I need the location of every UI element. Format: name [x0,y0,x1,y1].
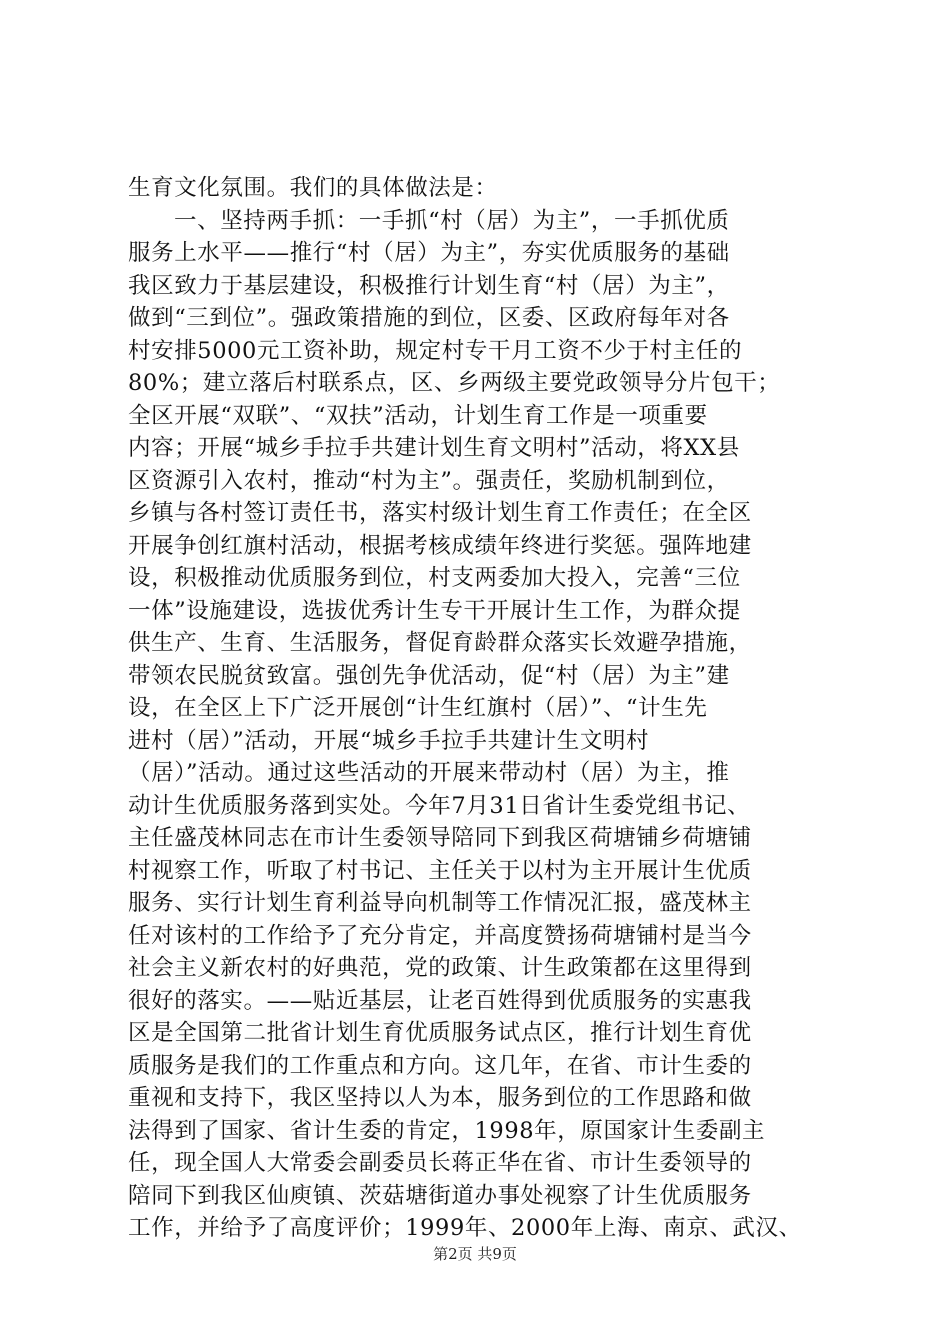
text-line: 区资源引入农村，推动“村为主”。强责任，奖励机制到位， [128,467,730,494]
text-line: 任对该村的工作给予了充分肯定，并高度赞扬荷塘铺村是当今 [128,922,752,949]
text-line: 生育文化氛围。我们的具体做法是： [128,175,498,201]
text-line: 任，现全国人大常委会副委员长蒋正华在省、市计生委领导的 [128,1150,752,1176]
text-line: 区是全国第二批省计划生育优质服务试点区，推行计划生育优 [128,1020,752,1046]
text-line: 村视察工作，听取了村书记、主任关于以村为主开展计生优质 [128,857,752,884]
text-line: 陪同下到我区仙庾镇、茨菇塘街道办事处视察了计生优质服务 [128,1182,752,1209]
text-line: 动计生优质服务落到实处。今年7月31日省计生委党组书记、 [128,792,751,819]
text-line: 社会主义新农村的好典范，党的政策、计生政策都在这里得到 [128,955,752,981]
page-number-footer: 第2页 共9页 [433,1245,517,1263]
text-line: 重视和支持下，我区坚持以人为本，服务到位的工作思路和做 [128,1085,752,1111]
text-line: 供生产、生育、生活服务，督促育龄群众落实长效避孕措施， [128,630,752,656]
text-line: 开展争创红旗村活动，根据考核成绩年终进行奖惩。强阵地建 [128,532,752,559]
text-line: 主任盛茂林同志在市计生委领导陪同下到我区荷塘铺乡荷塘铺 [128,825,752,851]
text-line: 乡镇与各村签订责任书，落实村级计划生育工作责任；在全区 [128,500,752,526]
text-line: 服务上水平——推行“村（居）为主”，夯实优质服务的基础 [128,240,730,266]
text-line: 工作，并给予了高度评价；1999年、2000年上海、南京、武汉、 [128,1215,802,1241]
text-line: 设，在全区上下广泛开展创“计生红旗村（居）”、“计生先 [128,695,708,721]
text-line: 带领农民脱贫致富。强创先争优活动，促“村（居）为主”建 [128,662,730,689]
text-line: 全区开展“双联”、“双扶”活动，计划生育工作是一项重要 [128,402,708,429]
text-line: 村安排5000元工资补助，规定村专干月工资不少于村主任的 [128,337,743,364]
text-line: 法得到了国家、省计生委的肯定，1998年，原国家计生委副主 [128,1117,766,1144]
text-line: 做到“三到位”。强政策措施的到位，区委、区政府每年对各 [128,305,730,331]
text-line: 进村（居）”活动，开展“城乡手拉手共建计生文明村 [128,727,650,754]
text-line: 一体”设施建设，选拔优秀计生专干开展计生工作，为群众提 [128,597,741,624]
text-line: 80%；建立落后村联系点，区、乡两级主要党政领导分片包干； [128,370,781,396]
text-line: 我区致力于基层建设，积极推行计划生育“村（居）为主”， [128,272,730,299]
text-line: 设，积极推动优质服务到位，村支两委加大投入，完善“三位 [128,565,741,591]
text-line: 一、坚持两手抓：一手抓“村（居）为主”，一手抓优质 [174,207,730,234]
text-line: （居）”活动。通过这些活动的开展来带动村（居）为主，推 [128,760,730,786]
text-line: 很好的落实。——贴近基层，让老百姓得到优质服务的实惠我 [128,987,752,1014]
text-line: 服务、实行计划生育利益导向机制等工作情况汇报，盛茂林主 [128,890,752,916]
body-text [128,172,840,1245]
text-line: 内容；开展“城乡手拉手共建计划生育文明村”活动，将XX县 [128,435,740,461]
text-line: 质服务是我们的工作重点和方向。这几年，在省、市计生委的 [128,1052,752,1079]
